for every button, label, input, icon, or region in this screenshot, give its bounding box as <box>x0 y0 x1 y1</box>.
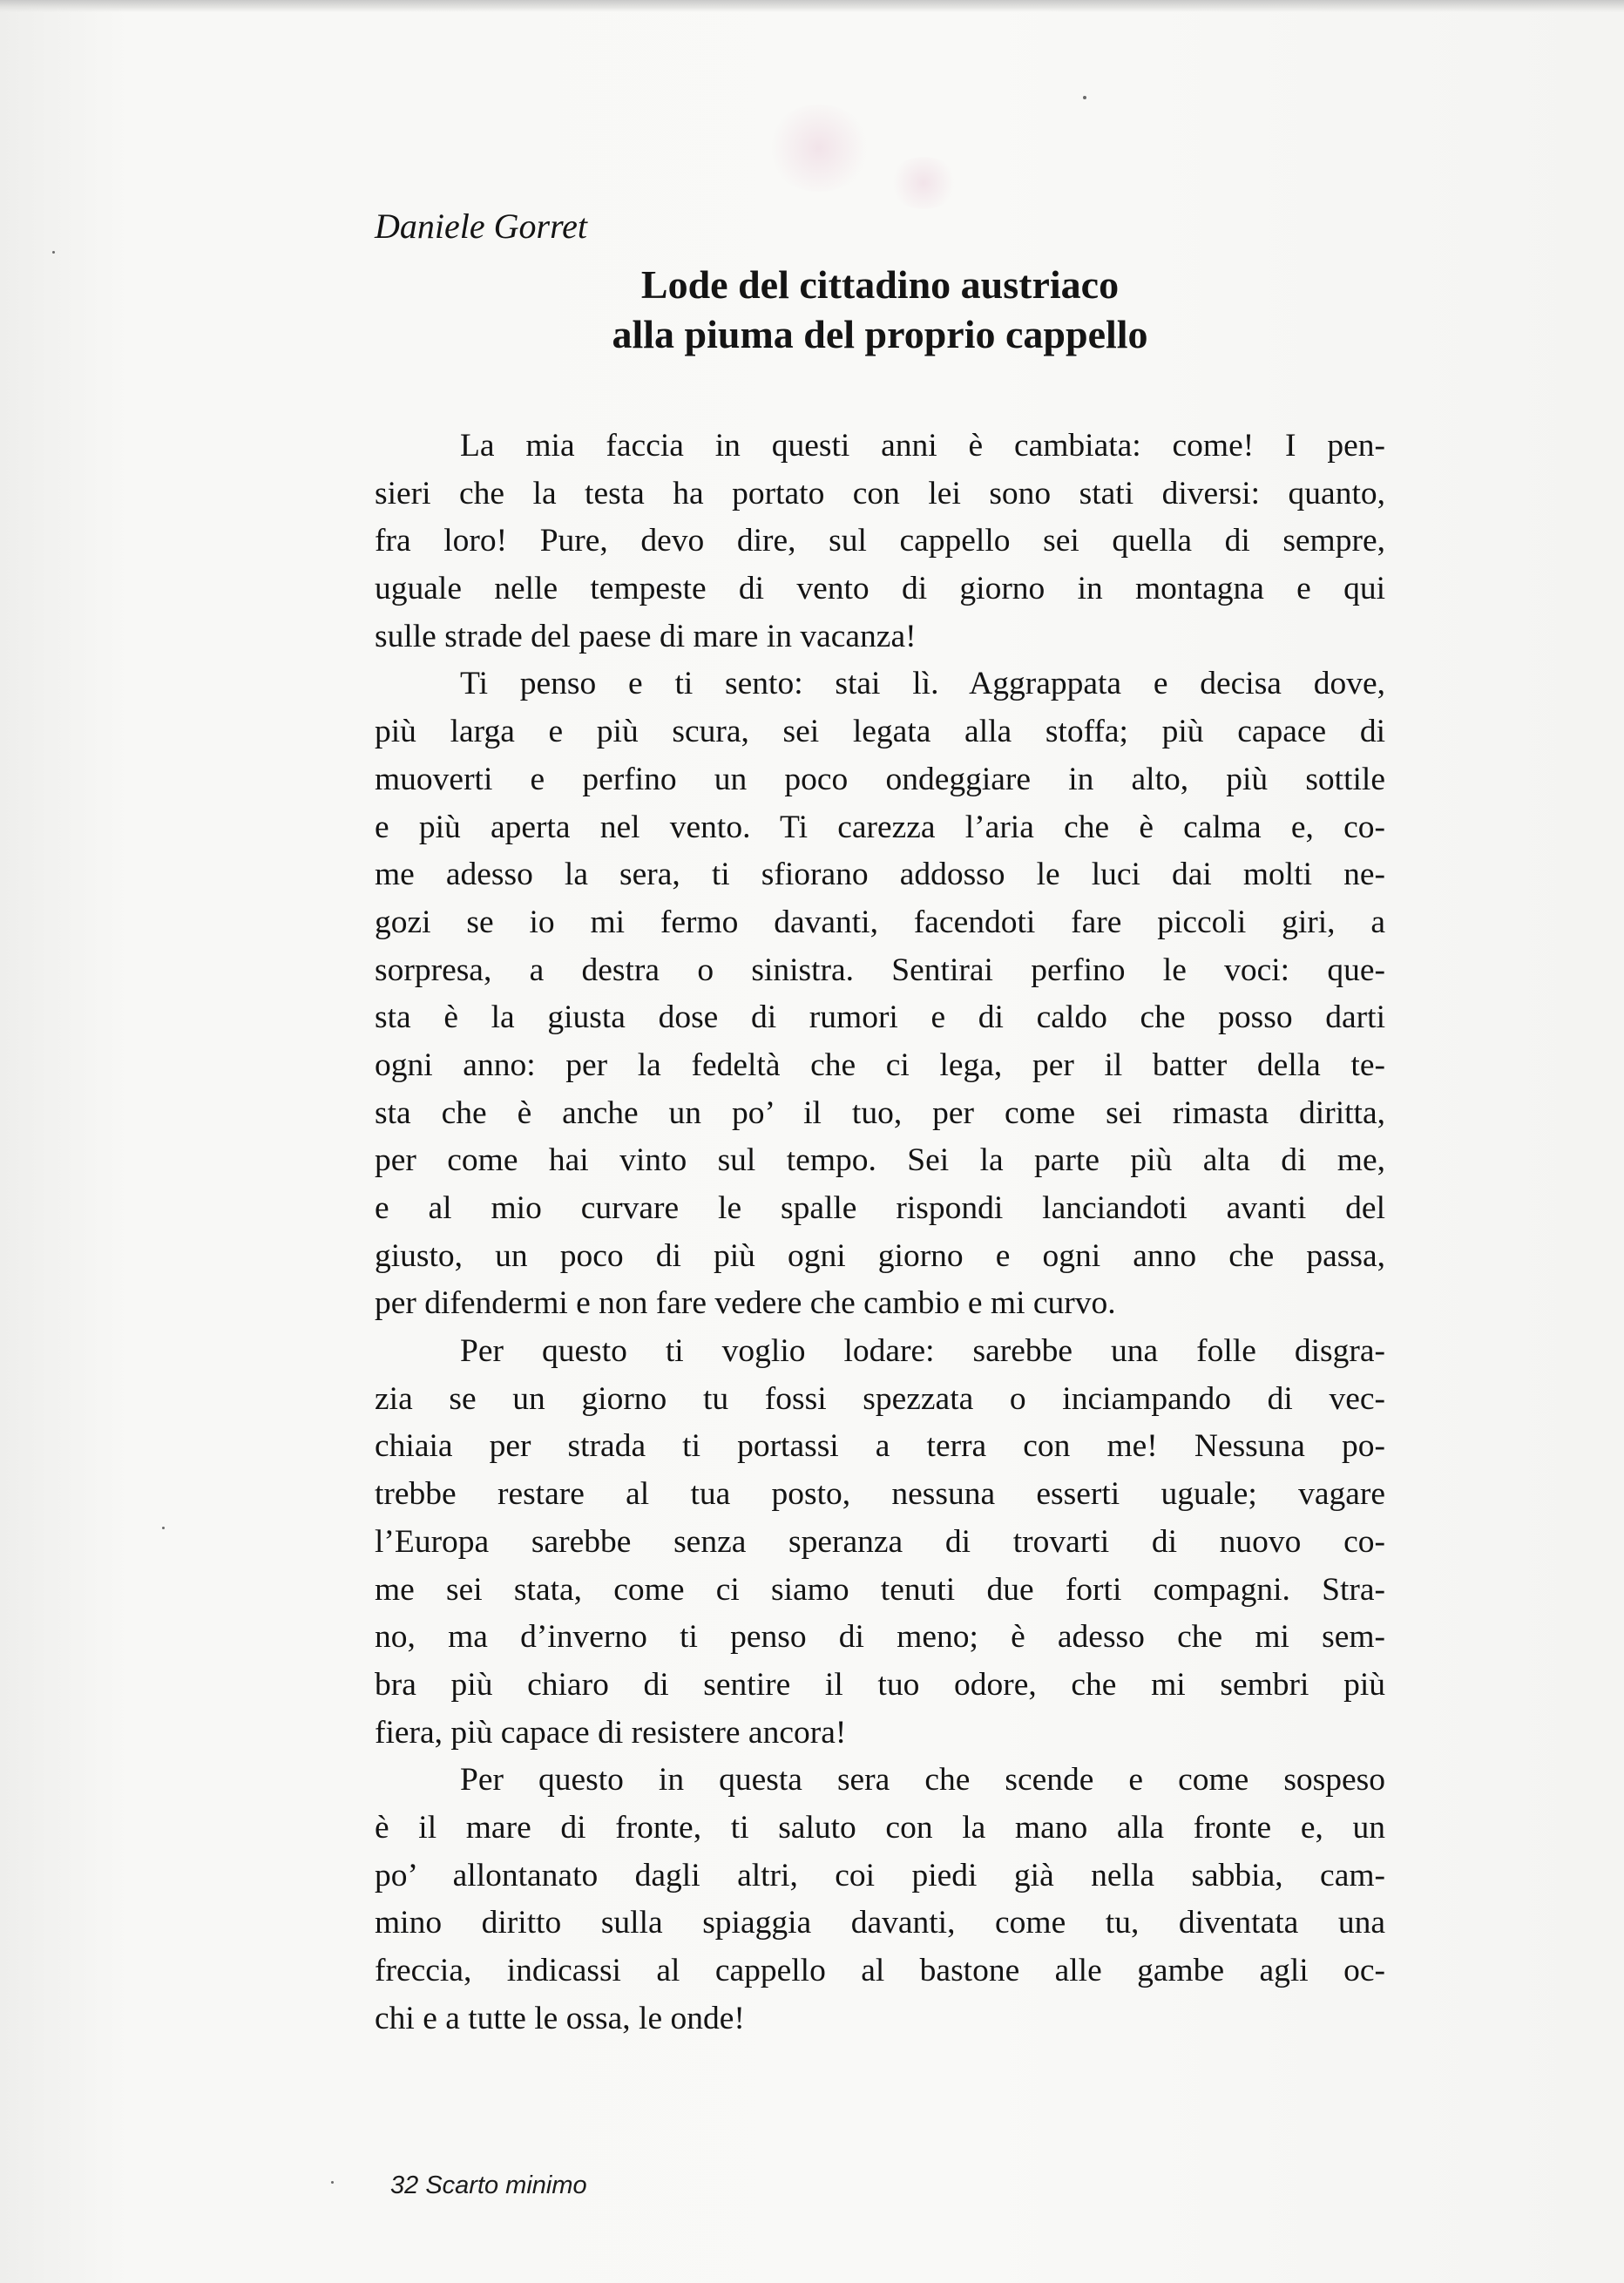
title-line: alla piuma del proprio cappello <box>612 312 1148 356</box>
text-line: sulle strade del paese di mare in vacanza! <box>375 618 917 654</box>
text-line: Per questo ti voglio lodare: sarebbe una folle disgra- <box>460 1333 1385 1370</box>
paper-stain <box>767 105 871 192</box>
text-line: gozi se io mi fermo davanti, facendoti fare piccoli giri, a <box>375 904 1385 940</box>
text-line: zia se un giorno tu fossi spezzata o inciampando di vec- <box>375 1380 1385 1417</box>
paragraph <box>375 1328 1385 1757</box>
paragraph <box>375 423 1385 661</box>
text-line: e più aperta nel vento. Ti carezza l’aria che è calma e, co- <box>375 809 1385 845</box>
paper-speck <box>162 1527 165 1529</box>
text-line: no, ma d’inverno ti penso di meno; è adesso che mi sem- <box>375 1619 1385 1656</box>
text-line: giusto, un poco di più ogni giorno e ogni anno che passa, <box>375 1237 1385 1274</box>
text-line: Ti penso e ti sento: stai lì. Aggrappata e decisa dove, <box>460 666 1385 702</box>
text-line: fra loro! Pure, devo dire, sul cappello sei quella di sempre, <box>375 523 1385 559</box>
text-line: ogni anno: per la fedeltà che ci lega, per il batter della te- <box>375 1047 1385 1083</box>
prose-body <box>375 423 1385 2043</box>
text-line: me sei stata, come ci siamo tenuti due forti compagni. Stra- <box>375 1571 1385 1608</box>
text-line: trebbe restare al tua posto, nessuna esserti uguale; vagare <box>375 1476 1385 1513</box>
paragraph <box>375 1757 1385 2043</box>
paper-speck <box>52 251 55 254</box>
text-line: freccia, indicassi al cappello al bastone alle gambe agli oc- <box>375 1953 1385 1988</box>
text-line: sieri che la testa ha portato con lei sono stati diversi: quanto, <box>375 475 1385 511</box>
text-line: bra più chiaro di sentire il tuo odore, che mi sembri più <box>375 1666 1385 1703</box>
text-line: mino diritto sulla spiaggia davanti, come tu, diventata una <box>375 1905 1385 1941</box>
page-top-edge-shadow <box>0 0 1624 12</box>
text-line: La mia faccia in questi anni è cambiata: come! I pen- <box>460 428 1385 464</box>
text-line: per come hai vinto sul tempo. Sei la parte più alta di me, <box>375 1142 1385 1179</box>
paper-speck <box>1083 96 1086 99</box>
text-line: sta che è anche un po’ il tuo, per come sei rimasta diritta, <box>375 1094 1385 1131</box>
text-line: per difendermi e non fare vedere che cambio e mi curvo. <box>375 1285 1116 1322</box>
title-line: Lode del cittadino austriaco <box>640 262 1120 307</box>
text-line: è il mare di fronte, ti saluto con la mano alla fronte e, un <box>375 1809 1385 1846</box>
poem-title <box>436 260 1324 359</box>
text-line: Per questo in questa sera che scende e come sospeso <box>460 1762 1385 1799</box>
text-line: me adesso la sera, ti sfiorano addosso le luci dai molti ne- <box>375 857 1385 893</box>
paragraph <box>375 661 1385 1328</box>
text-line: chi e a tutte le ossa, le onde! <box>375 2000 745 2036</box>
text-line: e al mio curvare le spalle rispondi lanciandoti avanti del <box>375 1190 1385 1226</box>
page-footer: 32 Scarto minimo <box>390 2171 587 2199</box>
text-line: po’ allontanato dagli altri, coi piedi già nella sabbia, cam- <box>375 1857 1385 1893</box>
text-line: l’Europa sarebbe senza speranza di trovarti di nuovo co- <box>375 1523 1385 1560</box>
text-line: chiaia per strada ti portassi a terra con me! Nessuna po- <box>375 1428 1385 1465</box>
text-line: sorpresa, a destra o sinistra. Sentirai perfino le voci: que- <box>375 952 1385 988</box>
text-line: uguale nelle tempeste di vento di giorno in montagna e qui <box>375 571 1385 607</box>
text-line: fiera, più capace di resistere ancora! <box>375 1714 847 1751</box>
author-name: Daniele Gorret <box>375 207 588 246</box>
text-line: più larga e più scura, sei legata alla stoffa; più capace di <box>375 714 1385 750</box>
text-line: sta è la giusta dose di rumori e di caldo che posso darti <box>375 999 1385 1036</box>
paper-stain <box>889 157 958 209</box>
paper-speck <box>331 2181 334 2184</box>
text-line: muoverti e perfino un poco ondeggiare in alto, più sottile <box>375 761 1385 797</box>
